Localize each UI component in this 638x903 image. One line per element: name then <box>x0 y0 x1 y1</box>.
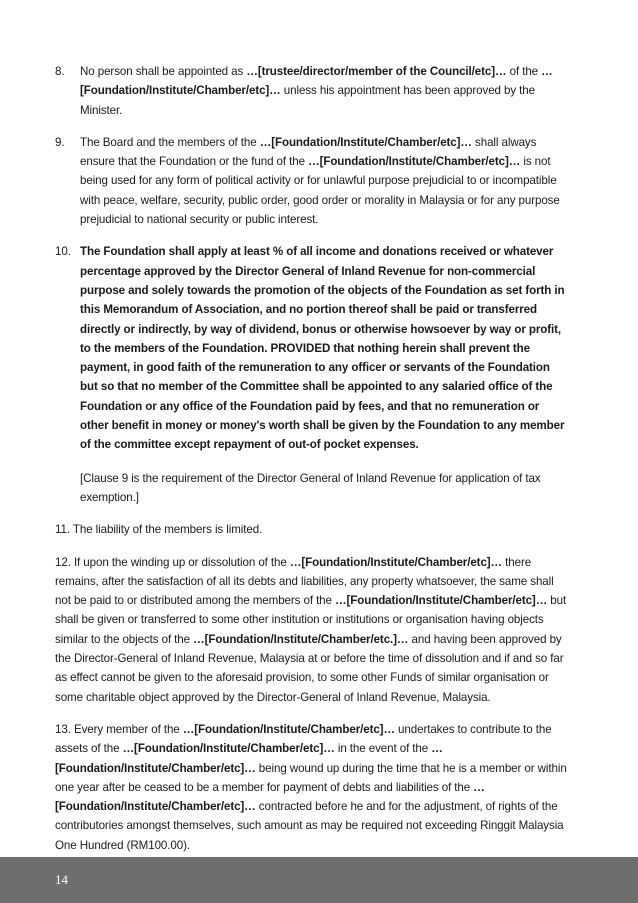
clause-number: 9. <box>55 135 65 149</box>
clause-12 <box>55 553 570 707</box>
document-body <box>55 62 570 868</box>
text-run: No person shall be appointed as <box>80 65 247 78</box>
clause-number: 10. <box>55 245 71 259</box>
text-run: unless his appointment has been approved by the Minister. <box>80 84 535 117</box>
placeholder-term: …[Foundation/Institute/Chamber/etc]… <box>335 594 548 608</box>
clause-10 <box>55 242 570 507</box>
placeholder-term: …[trustee/director/member of the Council/etc]… <box>246 65 507 78</box>
clause-9 <box>55 133 570 229</box>
footer-bar <box>0 857 638 903</box>
placeholder-term: …[Foundation/Institute/Chamber/etc]… <box>182 722 395 736</box>
text-run: and having been approved by the Director-General of Inland Revenue, Malaysia at or before the time of dissolution and if and so far as effect cannot be given to the aforesaid provision, to some other Funds of similar organisation or some charitable object approved by the Director-General of Inland Revenue, Malaysia. <box>55 632 564 704</box>
text-run: contracted before he and for the adjustment, of rights of the contributories amongst themselves, such amount as may be required not exceeding Ringgit Malaysia One Hundred (RM100.00). <box>55 800 564 852</box>
text-run: The Board and the members of the <box>80 135 260 149</box>
clause-13 <box>55 720 570 855</box>
text-run: undertakes to contribute to the assets of the <box>55 722 552 756</box>
text-run: shall always ensure that the Foundation or the fund of the <box>80 135 537 169</box>
text-run: 12. If upon the winding up or dissolution of the <box>55 555 290 569</box>
clause-8 <box>55 62 570 120</box>
text-run: in the event of the <box>334 742 432 756</box>
clause-note: [Clause 9 is the requirement of the Director General of Inland Revenue for application of tax exemption.] <box>80 471 541 504</box>
placeholder-term: …[Foundation/Institute/Chamber/etc]… <box>308 155 521 169</box>
clause-text <box>80 242 570 507</box>
clause-bold-text: The Foundation shall apply at least % of all income and donations received or whatever percentage approved by the Director General of Inland Revenue for non-commercial purpose and solely towards the promotion of the objects of the Foundation as set forth in this Memorandum of Association, and no portion thereof shall be paid or transferred directly or indirectly, by way of dividend, bonus or otherwise howsoever by way or profit, to the members of the Foundation. PROVIDED that nothing herein shall prevent the payment, in good faith of the remuneration to any officer or servants of the Foundation but so that no member of the Committee shall be appointed to any salaried office of the Foundation or any office of the Foundation paid by fees, and that no remuneration or other benefit in money or money's worth shall be given by the Foundation to any member of the committee except repayment of out-of pocket expenses. <box>80 245 565 452</box>
clause-text <box>80 62 570 120</box>
text-run: but shall be given or transferred to some other institution or institutions or organisation having objects similar to the objects of the <box>55 594 567 646</box>
placeholder-term: …[Foundation/Institute/Chamber/etc]… <box>55 780 485 814</box>
placeholder-term: …[Foundation/Institute/Chamber/etc]… <box>289 555 503 569</box>
text-run: 13. Every member of the <box>55 722 183 736</box>
clause-11: 11. The liability of the members is limited. <box>55 523 263 537</box>
text-run: of the <box>506 65 542 78</box>
clause-number: 8. <box>55 65 65 78</box>
text-run: is not being used for any form of political activity or for unlawful purpose prejudicial to or incompatible with peace, welfare, security, public order, good order or morality in Malaysia or for any purpose prejudicial to national security or public interest. <box>80 155 560 227</box>
text-run: there remains, after the satisfaction of all its debts and liabilities, any property whatsoever, the same shall not be paid to or distributed among the members of the <box>55 555 554 608</box>
page-number: 14 <box>55 872 68 887</box>
text-run: being wound up during the time that he is a member or within one year after be ceased to be a member for payment of debts and liabilities of the <box>55 761 567 794</box>
placeholder-term: …[Foundation/Institute/Chamber/etc.]… <box>193 632 409 646</box>
placeholder-term: …[Foundation/Institute/Chamber/etc]… <box>80 65 553 98</box>
placeholder-term: …[Foundation/Institute/Chamber/etc]… <box>122 742 335 756</box>
placeholder-term: …[Foundation/Institute/Chamber/etc]… <box>55 742 443 775</box>
placeholder-term: …[Foundation/Institute/Chamber/etc]… <box>259 135 472 149</box>
clause-text <box>80 133 570 229</box>
